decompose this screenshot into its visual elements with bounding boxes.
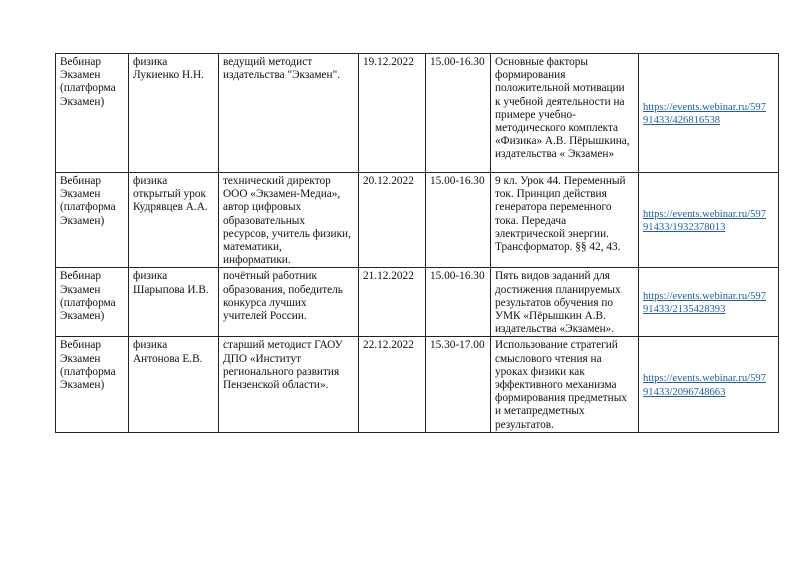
cell-link: [639, 54, 779, 173]
cell-format: Вебинар Экзамен (платформа Экзамен): [56, 337, 129, 432]
cell-date: 19.12.2022: [359, 54, 426, 173]
cell-topic: Пять видов заданий для достижения планируемых результатов обучения по УМК «Пёрышкин А.В. издательства «Экзамен».: [491, 268, 639, 337]
cell-topic: Основные факторы формирования положительной мотивации к учебной деятельности на примере учебно- методического комплекта «Физика» А.В. Пёрышкина, издательства « Экзамен»: [491, 54, 639, 173]
cell-speaker: физика открытый урок Кудрявцев А.А.: [129, 173, 219, 268]
cell-time: 15.30-17.00: [426, 337, 491, 432]
cell-format: Вебинар Экзамен (платформа Экзамен): [56, 54, 129, 173]
table-row: [56, 268, 779, 337]
cell-link: [639, 268, 779, 337]
cell-date: 22.12.2022: [359, 337, 426, 432]
cell-position: почётный работник образования, победитель конкурса лучших учителей России.: [219, 268, 359, 337]
webinar-schedule-table: [55, 53, 779, 433]
cell-time: 15.00-16.30: [426, 54, 491, 173]
cell-position: старший методист ГАОУ ДПО «Институт регионального развития Пензенской области».: [219, 337, 359, 432]
cell-topic: Использование стратегий смыслового чтения на уроках физики как эффективного механизма формирования предметных и метапредметных результатов.: [491, 337, 639, 432]
cell-format: Вебинар Экзамен (платформа Экзамен): [56, 173, 129, 268]
webinar-link[interactable]: https://events.webinar.ru/597 91433/426816538: [643, 101, 766, 126]
cell-format: Вебинар Экзамен (платформа Экзамен): [56, 268, 129, 337]
cell-date: 20.12.2022: [359, 173, 426, 268]
cell-link: [639, 337, 779, 432]
table-row: [56, 337, 779, 432]
cell-time: 15.00-16.30: [426, 173, 491, 268]
cell-position: ведущий методист издательства "Экзамен".: [219, 54, 359, 173]
cell-speaker: физика Антонова Е.В.: [129, 337, 219, 432]
webinar-link[interactable]: https://events.webinar.ru/597 91433/2135428393: [643, 290, 766, 316]
table-row: [56, 54, 779, 173]
webinar-link[interactable]: https://events.webinar.ru/597 91433/2096748663: [643, 373, 766, 398]
cell-speaker: физика Шарыпова И.В.: [129, 268, 219, 337]
webinar-link[interactable]: https://events.webinar.ru/597 91433/1932378013: [643, 208, 766, 234]
cell-speaker: физика Лукиенко Н.Н.: [129, 54, 219, 173]
cell-topic: 9 кл. Урок 44. Переменный ток. Принцип действия генератора переменного тока. Передача электрической энергии. Трансформатор. §§ 42, 43.: [491, 173, 639, 268]
table-row: [56, 173, 779, 268]
cell-position: технический директор ООО «Экзамен-Медиа», автор цифровых образовательных ресурсов, учитель физики, математики, информатики.: [219, 173, 359, 268]
cell-link: [639, 173, 779, 268]
cell-date: 21.12.2022: [359, 268, 426, 337]
cell-time: 15.00-16.30: [426, 268, 491, 337]
